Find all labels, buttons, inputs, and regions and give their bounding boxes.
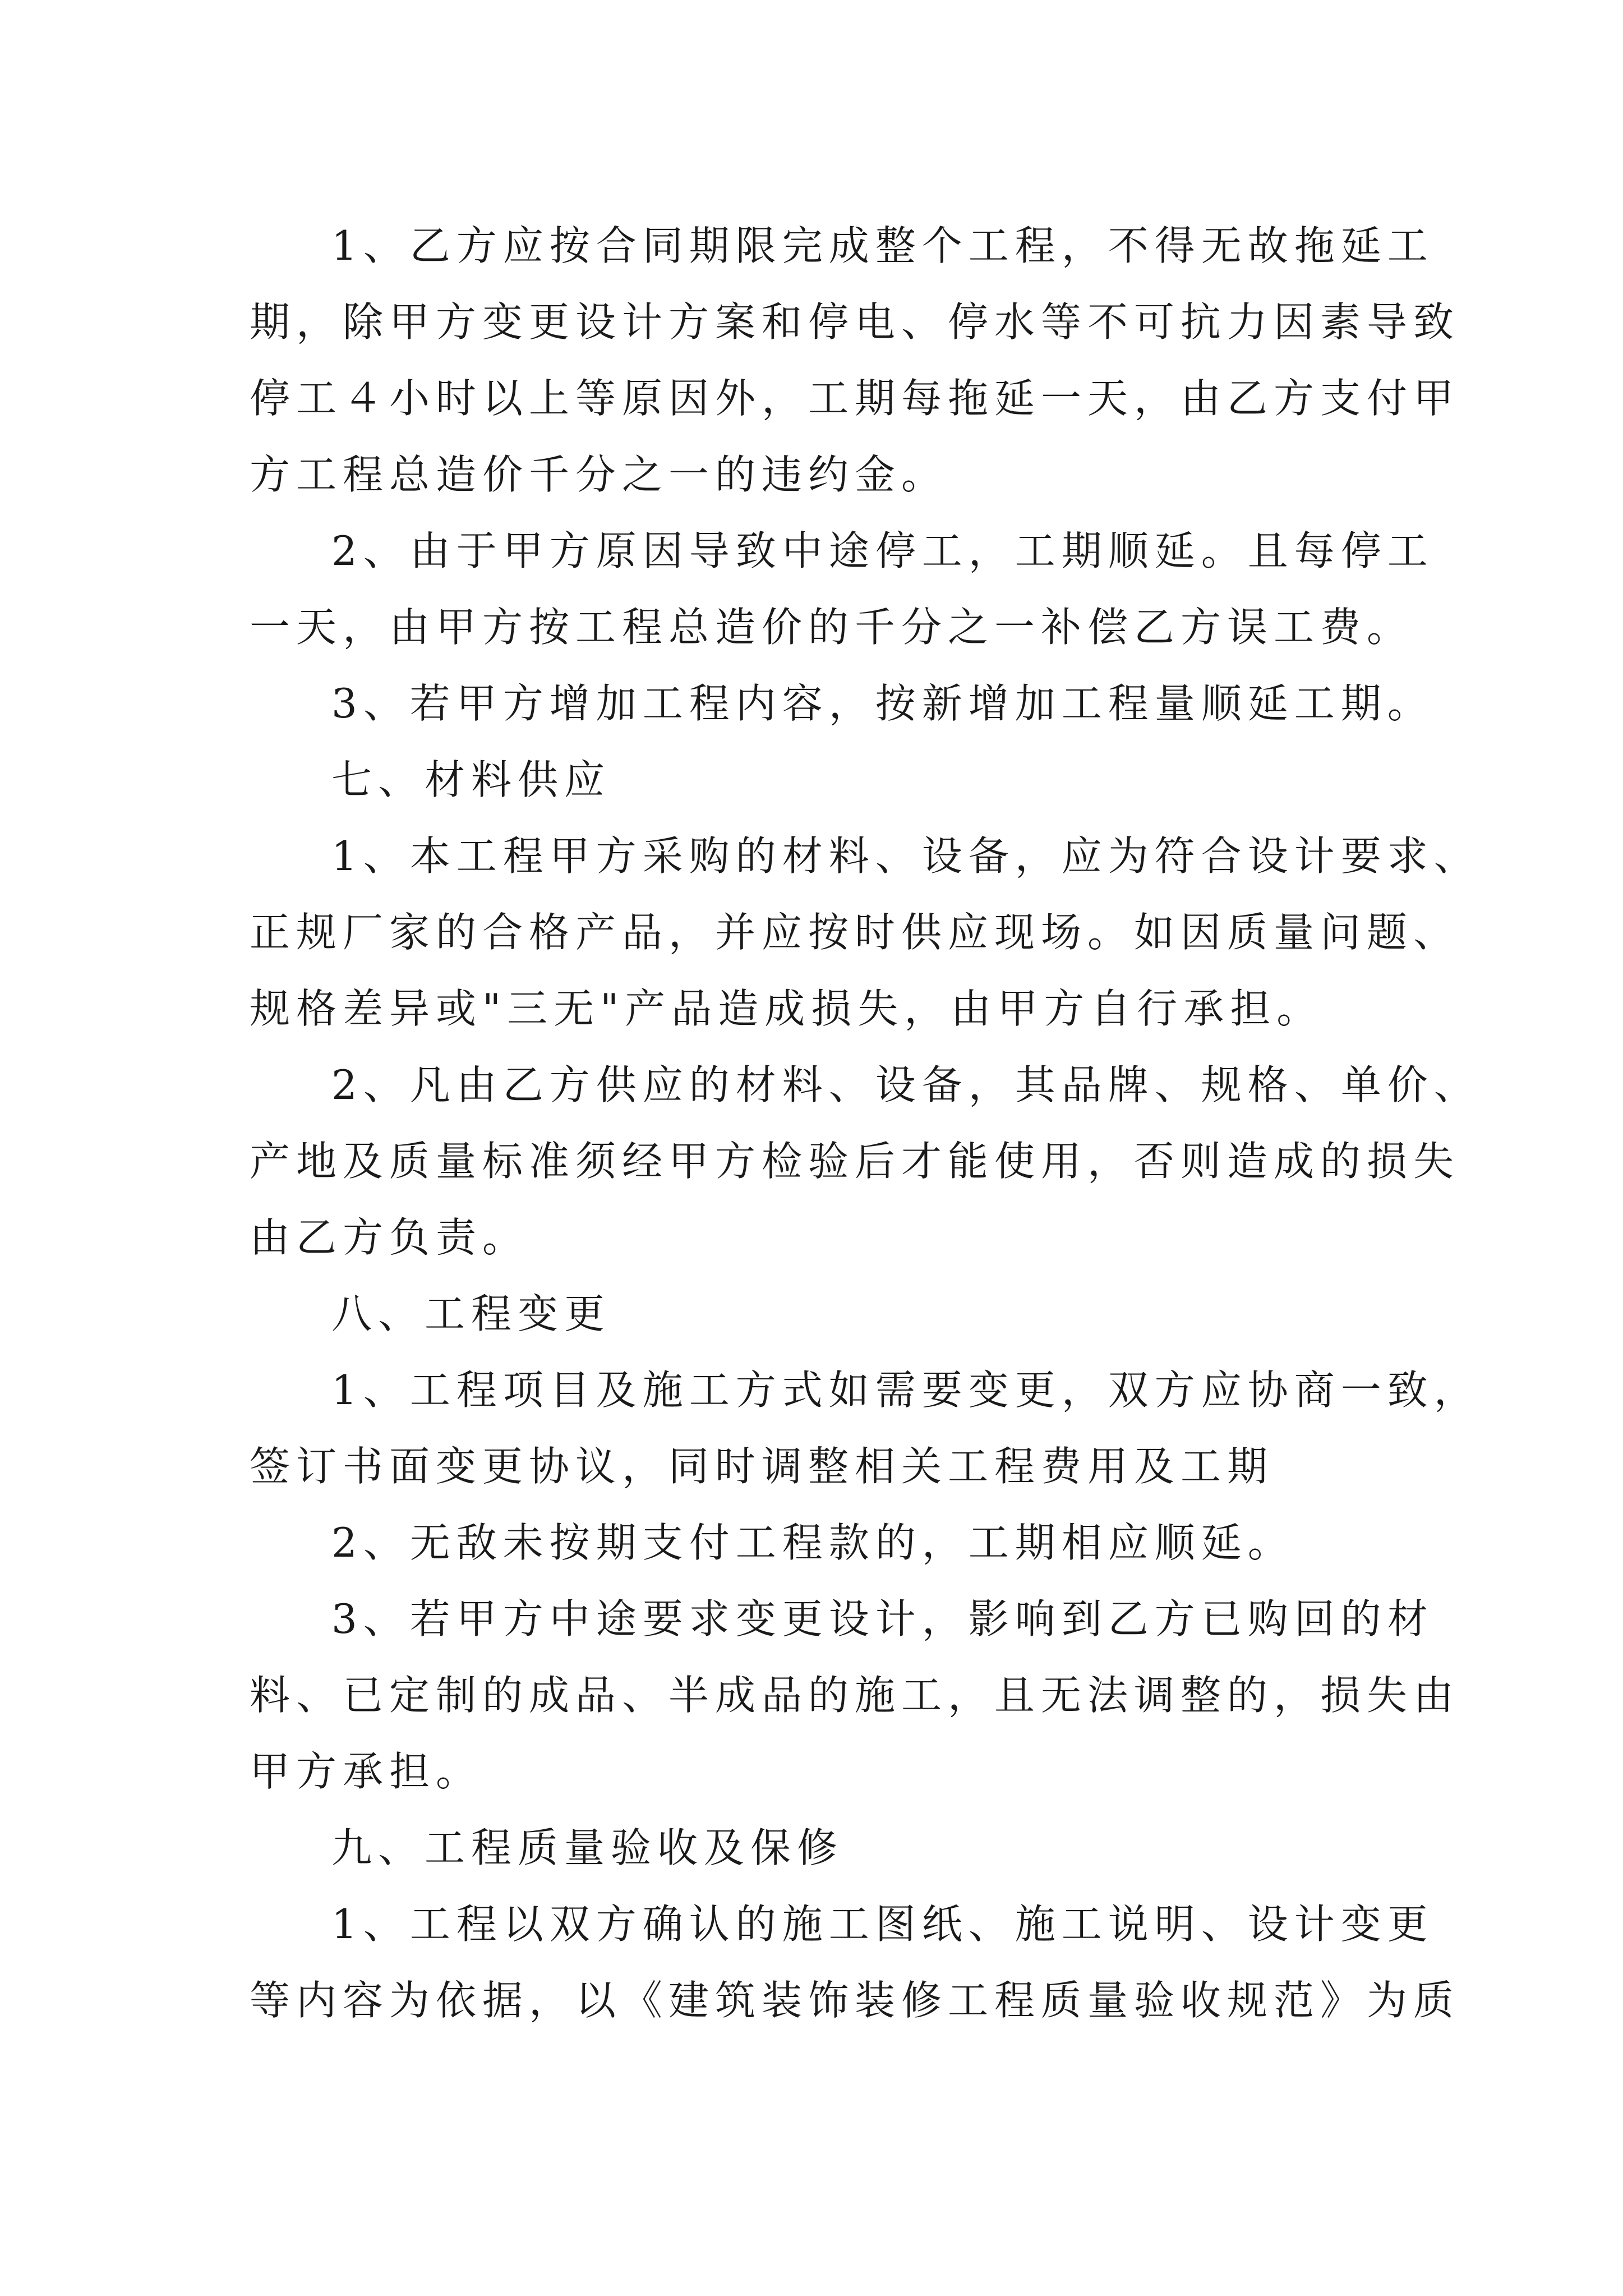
- text-line: 1、乙方应按合同期限完成整个工程，不得无故拖延工: [331, 222, 1434, 269]
- text-line: 2、无敌未按期支付工程款的，工期相应顺延。: [331, 1519, 1294, 1566]
- document-body: [250, 208, 1481, 2039]
- text-line: 产地及质量标准须经甲方检验后才能使用，否则造成的损失: [250, 1138, 1460, 1185]
- section-heading: 九、工程质量验收及保修: [331, 1824, 844, 1871]
- text-line: 3、若甲方中途要求变更设计，影响到乙方已购回的材: [331, 1595, 1434, 1642]
- text-line: 3、若甲方增加工程内容，按新增加工程量顺延工期。: [331, 680, 1434, 727]
- text-line: 签订书面变更协议，同时调整相关工程费用及工期: [250, 1443, 1274, 1490]
- text-line: 甲方承担。: [250, 1748, 483, 1795]
- text-line: 1、工程项目及施工方式如需要变更，双方应协商一致，: [331, 1366, 1481, 1414]
- text-line: 2、凡由乙方供应的材料、设备，其品牌、规格、单价、: [331, 1061, 1481, 1108]
- text-line: 期，除甲方变更设计方案和停电、停水等不可抗力因素导致: [250, 298, 1460, 346]
- text-line: 停工４小时以上等原因外，工期每拖延一天，由乙方支付甲: [250, 375, 1460, 422]
- text-line: 1、本工程甲方采购的材料、设备，应为符合设计要求、: [331, 832, 1481, 880]
- text-line: 规格差异或"三无"产品造成损失，由甲方自行承担。: [250, 985, 1324, 1032]
- text-line: 料、已定制的成品、半成品的施工，且无法调整的，损失由: [250, 1672, 1460, 1719]
- text-line: 2、由于甲方原因导致中途停工，工期顺延。且每停工: [331, 527, 1434, 574]
- text-line: 一天，由甲方按工程总造价的千分之一补偿乙方误工费。: [250, 604, 1414, 651]
- text-line: 等内容为依据，以《建筑装饰装修工程质量验收规范》为质: [250, 1977, 1460, 2024]
- text-line: 方工程总造价千分之一的违约金。: [250, 451, 948, 498]
- section-heading: 八、工程变更: [331, 1290, 611, 1337]
- text-line: 由乙方负责。: [250, 1214, 529, 1261]
- text-line: 正规厂家的合格产品，并应按时供应现场。如因质量问题、: [250, 909, 1460, 956]
- section-heading: 七、材料供应: [331, 756, 611, 803]
- text-line: 1、工程以双方确认的施工图纸、施工说明、设计变更: [331, 1901, 1434, 1948]
